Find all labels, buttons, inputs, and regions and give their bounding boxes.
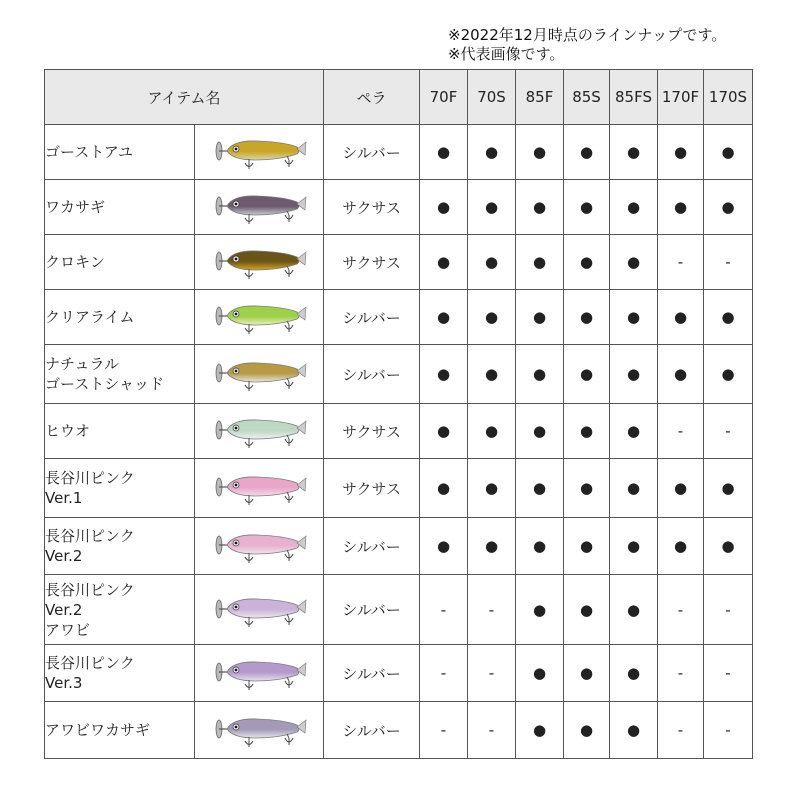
availability-mark: -	[468, 575, 516, 645]
availability-mark: ●	[704, 125, 753, 180]
availability-mark: ●	[610, 702, 658, 759]
pera-cell: サクサス	[324, 180, 420, 235]
pera-cell: サクサス	[324, 404, 420, 459]
item-name-line: Ver.2	[45, 547, 83, 565]
item-name-cell	[45, 345, 195, 404]
availability-mark: ●	[658, 459, 704, 518]
availability-mark: ●	[610, 345, 658, 404]
lure-image	[209, 590, 309, 630]
availability-mark: ●	[704, 290, 753, 345]
availability-mark: ●	[610, 518, 658, 575]
availability-mark: ●	[704, 345, 753, 404]
pera-cell: シルバー	[324, 518, 420, 575]
item-name-line: Ver.2	[45, 600, 83, 619]
lure-image-cell	[195, 290, 324, 345]
lure-image	[209, 132, 309, 172]
header-size-85f: 85F	[516, 70, 564, 125]
availability-mark: ●	[468, 404, 516, 459]
lure-image	[209, 297, 309, 337]
item-name-cell	[45, 125, 195, 180]
item-name-cell	[45, 404, 195, 459]
lure-image	[209, 653, 309, 693]
availability-mark: ●	[516, 518, 564, 575]
lure-image	[209, 242, 309, 282]
availability-mark: -	[658, 575, 704, 645]
availability-mark: -	[468, 702, 516, 759]
lure-image-cell	[195, 702, 324, 759]
availability-mark: ●	[516, 702, 564, 759]
availability-mark: ●	[564, 345, 610, 404]
availability-mark: -	[704, 404, 753, 459]
pera-cell: シルバー	[324, 575, 420, 645]
item-name-line: クリアライム	[45, 308, 135, 326]
item-name-line: 長谷川ピンク	[45, 469, 135, 487]
header-size-170s: 170S	[704, 70, 753, 125]
item-name-line: ワカサギ	[45, 198, 106, 216]
lure-image	[209, 411, 309, 451]
item-name-line: ヒウオ	[45, 422, 91, 440]
lure-image-cell	[195, 575, 324, 645]
availability-mark: ●	[610, 404, 658, 459]
availability-mark: ●	[516, 575, 564, 645]
item-name-line: 長谷川ピンク	[45, 654, 135, 672]
availability-mark: ●	[564, 404, 610, 459]
availability-mark: ●	[658, 518, 704, 575]
lure-image	[209, 187, 309, 227]
availability-mark: -	[704, 702, 753, 759]
pera-cell: サクサス	[324, 235, 420, 290]
lineup-notes	[448, 26, 726, 64]
header-pera: ペラ	[324, 70, 420, 125]
availability-mark: -	[420, 702, 468, 759]
lure-image-cell	[195, 180, 324, 235]
item-name-line: Ver.1	[45, 489, 83, 507]
availability-mark: ●	[704, 518, 753, 575]
availability-mark: ●	[564, 125, 610, 180]
availability-mark: -	[658, 702, 704, 759]
availability-mark: ●	[658, 290, 704, 345]
item-name-line: Ver.3	[45, 674, 83, 692]
header-size-85fs: 85FS	[610, 70, 658, 125]
availability-mark: ●	[516, 345, 564, 404]
availability-mark: -	[420, 575, 468, 645]
availability-mark: ●	[564, 575, 610, 645]
availability-mark: -	[658, 645, 704, 702]
availability-mark: ●	[610, 459, 658, 518]
header-row	[45, 70, 753, 125]
header-size-170f: 170F	[658, 70, 704, 125]
item-name-line: 長谷川ピンク	[45, 527, 135, 545]
availability-mark: -	[468, 645, 516, 702]
availability-mark: ●	[658, 345, 704, 404]
pera-cell: サクサス	[324, 459, 420, 518]
availability-mark: ●	[420, 290, 468, 345]
availability-mark: -	[658, 235, 704, 290]
lineup-table	[44, 69, 753, 759]
availability-mark: ●	[610, 125, 658, 180]
table-row	[45, 575, 753, 645]
availability-mark: ●	[516, 180, 564, 235]
table-row	[45, 404, 753, 459]
availability-mark: -	[704, 575, 753, 645]
availability-mark: ●	[658, 180, 704, 235]
availability-mark: ●	[420, 345, 468, 404]
table-row	[45, 235, 753, 290]
table-row	[45, 702, 753, 759]
item-name-line: クロキン	[45, 253, 105, 271]
availability-mark: ●	[564, 459, 610, 518]
availability-mark: ●	[468, 518, 516, 575]
availability-mark: -	[658, 404, 704, 459]
availability-mark: ●	[516, 459, 564, 518]
availability-mark: ●	[420, 180, 468, 235]
availability-mark: ●	[420, 404, 468, 459]
lure-image	[209, 354, 309, 394]
item-name-line: アワビワカサギ	[45, 721, 151, 739]
item-name-line: ゴーストシャッド	[45, 375, 164, 393]
availability-mark: ●	[658, 125, 704, 180]
item-name-cell	[45, 459, 195, 518]
header-size-70s: 70S	[468, 70, 516, 125]
availability-mark: ●	[420, 459, 468, 518]
availability-mark: ●	[468, 235, 516, 290]
item-name-cell	[45, 235, 195, 290]
table-row	[45, 180, 753, 235]
item-name-line: ゴーストアユ	[45, 143, 134, 161]
availability-mark: ●	[564, 645, 610, 702]
availability-mark: -	[704, 235, 753, 290]
pera-cell: シルバー	[324, 345, 420, 404]
availability-mark: ●	[564, 702, 610, 759]
item-name-line: ナチュラル	[45, 355, 120, 373]
lure-image-cell	[195, 645, 324, 702]
item-name-cell	[45, 575, 195, 645]
item-name-cell	[45, 290, 195, 345]
availability-mark: ●	[468, 290, 516, 345]
availability-mark: ●	[516, 404, 564, 459]
lure-image-cell	[195, 235, 324, 290]
availability-mark: ●	[516, 290, 564, 345]
availability-mark: ●	[610, 180, 658, 235]
availability-mark: ●	[420, 125, 468, 180]
lure-image-cell	[195, 345, 324, 404]
lure-image-cell	[195, 125, 324, 180]
note-lineup-date: ※2022年12月時点のラインナップです。	[448, 26, 727, 44]
availability-mark: ●	[564, 518, 610, 575]
pera-cell: シルバー	[324, 645, 420, 702]
pera-cell: シルバー	[324, 290, 420, 345]
item-name-cell	[45, 702, 195, 759]
lure-image-cell	[195, 518, 324, 575]
header-size-70f: 70F	[420, 70, 468, 125]
availability-mark: ●	[420, 518, 468, 575]
item-name-line: アワビ	[45, 620, 91, 639]
table-row	[45, 518, 753, 575]
lure-image-cell	[195, 404, 324, 459]
availability-mark: ●	[468, 345, 516, 404]
lure-image	[209, 468, 309, 508]
lure-image-cell	[195, 459, 324, 518]
item-name-cell	[45, 645, 195, 702]
table-row	[45, 290, 753, 345]
item-name-cell	[45, 180, 195, 235]
availability-mark: ●	[564, 235, 610, 290]
table-row	[45, 125, 753, 180]
availability-mark: ●	[420, 235, 468, 290]
lure-image	[209, 710, 309, 750]
availability-mark: ●	[468, 125, 516, 180]
availability-mark: ●	[516, 235, 564, 290]
availability-mark: ●	[704, 180, 753, 235]
availability-mark: ●	[610, 575, 658, 645]
table-row	[45, 459, 753, 518]
item-name-cell	[45, 518, 195, 575]
pera-cell: シルバー	[324, 702, 420, 759]
header-size-85s: 85S	[564, 70, 610, 125]
availability-mark: ●	[564, 180, 610, 235]
table-row	[45, 345, 753, 404]
availability-mark: -	[420, 645, 468, 702]
table-row	[45, 645, 753, 702]
availability-mark: ●	[468, 180, 516, 235]
item-name-line: 長谷川ピンク	[45, 580, 135, 599]
availability-mark: ●	[468, 459, 516, 518]
availability-mark: -	[704, 645, 753, 702]
availability-mark: ●	[610, 290, 658, 345]
availability-mark: ●	[564, 290, 610, 345]
note-representative-image: ※代表画像です。	[448, 45, 565, 63]
lure-image	[209, 526, 309, 566]
header-item-name: アイテム名	[45, 70, 324, 125]
availability-mark: ●	[704, 459, 753, 518]
pera-cell: シルバー	[324, 125, 420, 180]
availability-mark: ●	[610, 235, 658, 290]
availability-mark: ●	[610, 645, 658, 702]
availability-mark: ●	[516, 645, 564, 702]
availability-mark: ●	[516, 125, 564, 180]
